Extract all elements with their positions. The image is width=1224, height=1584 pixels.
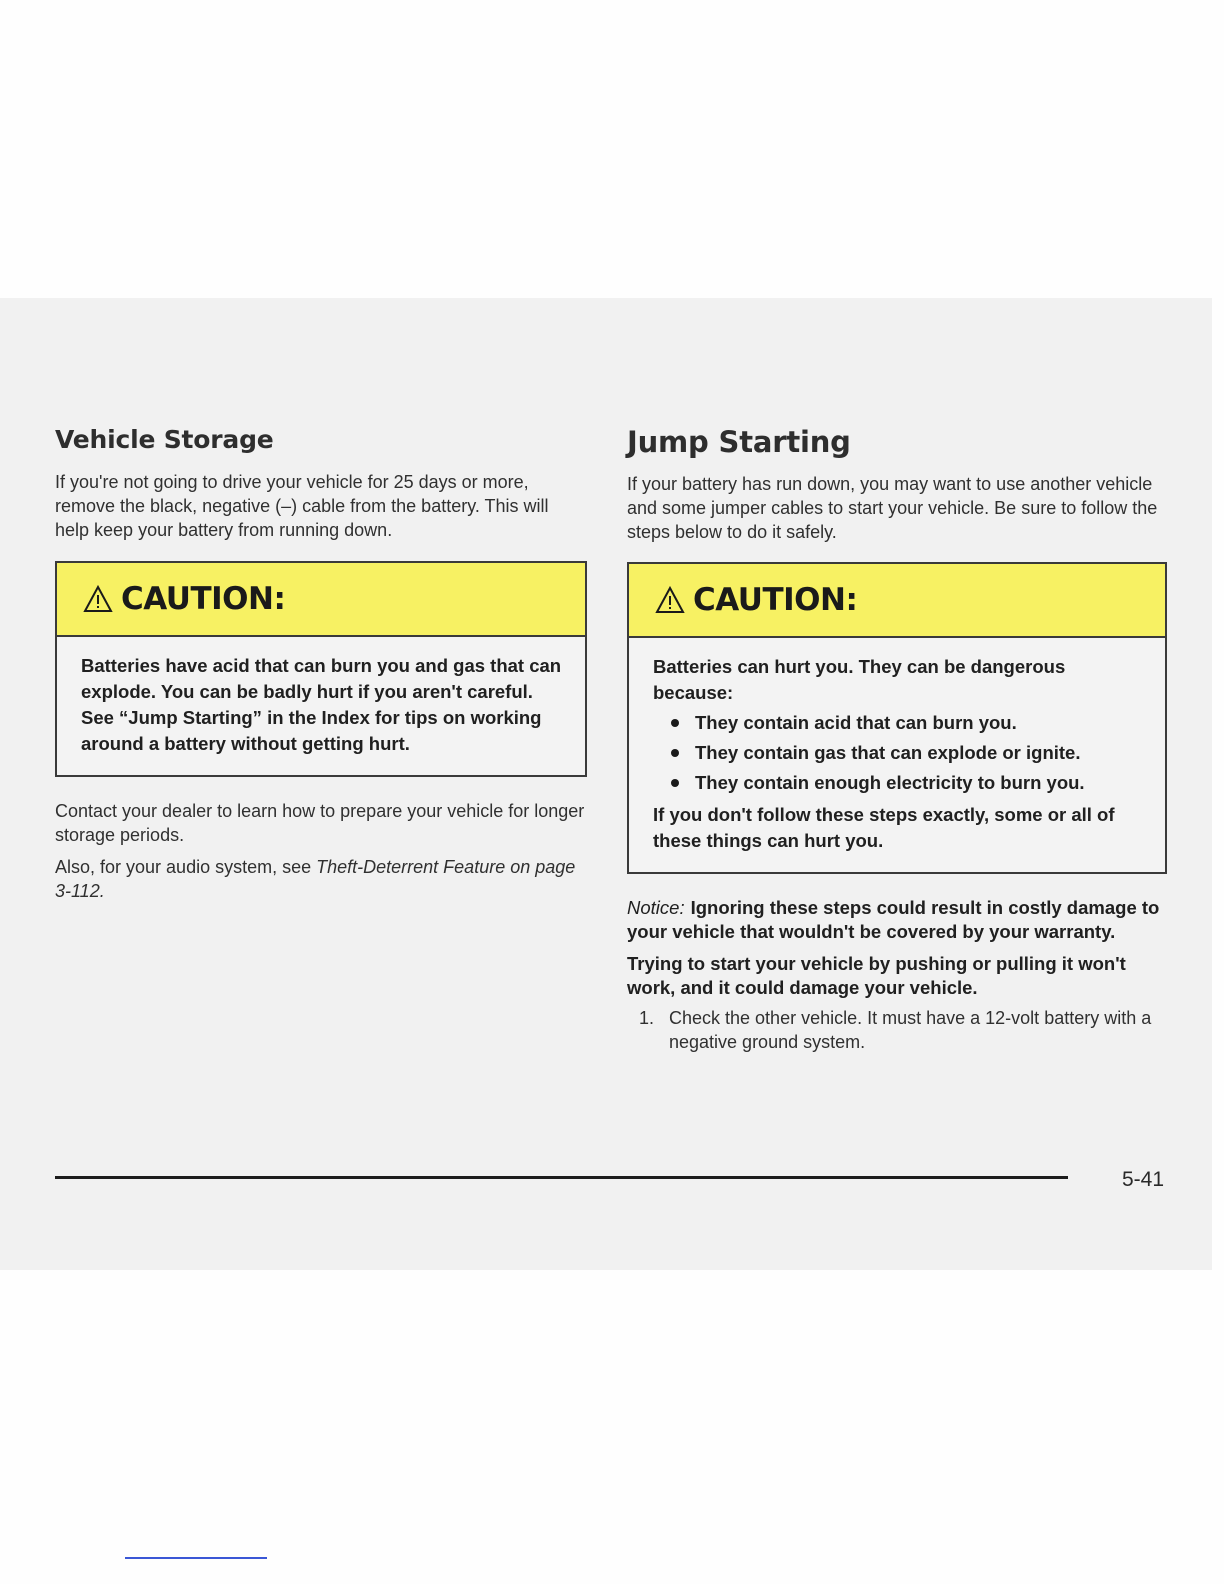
caution-body: Batteries have acid that can burn you and gas that can explode. You can be badly hurt if you aren't careful. See “Jump Starting” in the Index for tips on working around a battery without getting hurt. <box>81 655 562 754</box>
bullet-text: They contain enough electricity to burn you. <box>695 772 1085 793</box>
caution-lead: Batteries can hurt you. They can be dangerous because: <box>653 656 1066 703</box>
bullet-text: They contain acid that can burn you. <box>695 712 1017 733</box>
notice-text: Ignoring these steps could result in costly damage to your vehicle that wouldn't be covered by your warranty. <box>627 897 1160 942</box>
vehicle-storage-intro: If you're not going to drive your vehicle for 25 days or more, remove the black, negative (–) cable from the battery. This will help keep your battery from running down. <box>55 472 549 540</box>
warning-triangle-icon <box>655 586 685 614</box>
caution-title: CAUTION: <box>693 582 858 618</box>
caution-box-jump <box>627 562 1167 874</box>
list-item <box>669 710 1145 736</box>
page-number: 5-41 <box>1122 1168 1165 1191</box>
theft-deterrent-reference[interactable]: Theft-Deterrent Feature on page 3-112. <box>55 857 576 901</box>
bullet-text: They contain gas that can explode or ignite. <box>695 742 1081 763</box>
caution-header <box>629 564 1165 638</box>
caution-body <box>629 638 1165 872</box>
list-item <box>627 1006 1167 1054</box>
step-text: Check the other vehicle. It must have a 12-volt battery with a negative ground system. <box>669 1008 1152 1052</box>
caution-header <box>57 563 585 637</box>
caution-bullet-list <box>653 710 1145 796</box>
bullet-icon <box>671 719 679 727</box>
pushing-warning-text: Trying to start your vehicle by pushing or pulling it won't work, and it could damage your vehicle. <box>627 953 1126 998</box>
vehicle-storage-title: Vehicle Storage <box>55 425 274 454</box>
list-item <box>669 770 1145 796</box>
step-number: 1. <box>639 1008 655 1028</box>
notice-label: Notice: <box>627 897 685 918</box>
audio-system-prefix: Also, for your audio system, see <box>55 857 317 877</box>
steps-list <box>627 1006 1167 1054</box>
caution-box-storage <box>55 561 587 777</box>
jump-starting-title: Jump Starting <box>627 425 851 459</box>
vehicle-storage-column <box>55 420 587 903</box>
jump-starting-column <box>627 420 1167 1054</box>
bullet-icon <box>671 779 679 787</box>
link-underline <box>125 1557 267 1559</box>
jump-starting-intro: If your battery has run down, you may want to use another vehicle and some jumper cables to start your vehicle. Be sure to follow the steps below to do it safely. <box>627 474 1158 542</box>
audio-system-text <box>55 855 587 903</box>
notice-paragraph <box>627 896 1167 944</box>
caution-title: CAUTION: <box>121 581 286 617</box>
bullet-icon <box>671 749 679 757</box>
caution-closing: If you don't follow these steps exactly, some or all of these things can hurt you. <box>653 804 1115 851</box>
footer-rule <box>55 1176 1068 1179</box>
contact-dealer-text: Contact your dealer to learn how to prepare your vehicle for longer storage periods. <box>55 801 585 845</box>
warning-triangle-icon <box>83 585 113 613</box>
list-item <box>669 740 1145 766</box>
